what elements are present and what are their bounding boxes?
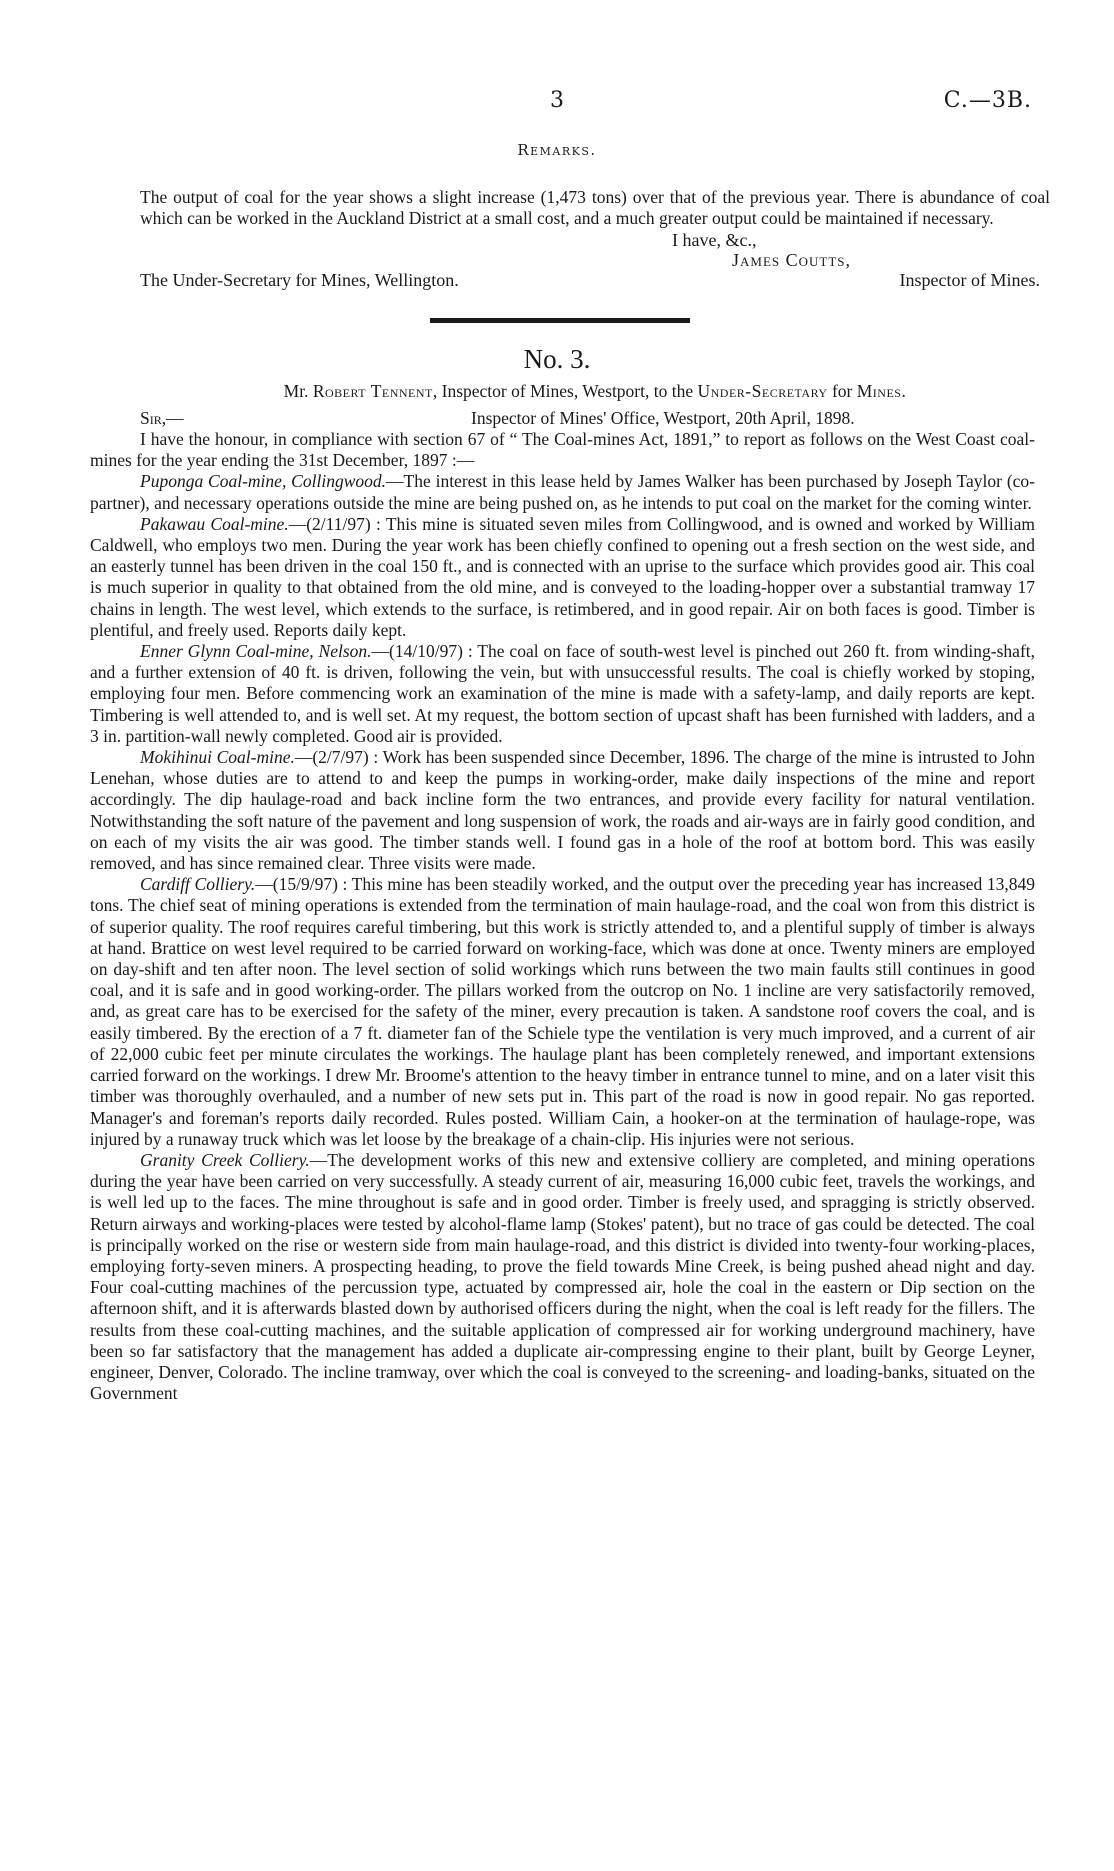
report-number: No. 3. bbox=[523, 344, 591, 374]
section-enner-glynn bbox=[90, 641, 1035, 747]
remarks-heading: Remarks. bbox=[517, 141, 597, 159]
salutation-line bbox=[140, 408, 1050, 429]
section-text: —The development works of this new and extensive colliery are completed, and mining operations during the year have been carried on very successfully. A steady current of air, measuring 16,000 cubic feet, travels the workings, and is well led up to the faces. The mine throughout is safe and in good order. Timber is freely used, and spragging is strictly observed. Return airways and working-places were tested by alcohol-flame lamp (Stokes' patent), but no trace of gas could be detected. The coal is principally worked on the rise or western side from main haulage-road, and this district is divided into twenty-four working-places, employing forty-seven miners. A prospecting heading, to prove the field towards Mine Creek, is being pushed ahead night and day. Four coal-cutting machines of the percussion type, actuated by compressed air, hole the coal in the eastern or Dip section on the afternoon shift, and it is afterwards blasted down by authorised officers during the night, when the coal is left ready for the fillers. The results from these coal-cutting machines, and the suitable application of compressed air for working underground machinery, have been so far satisfactory that the management has added a duplicate air-compressing engine to their plant, built by George Leyner, engineer, Denver, Colorado. The incline tramway, over which the coal is conveyed to the screening- and loading-banks, situated on the Government bbox=[90, 1149, 1035, 1404]
byline-mid: , Inspector of Mines, Westport, to the bbox=[432, 381, 698, 401]
byline-to: Under-Secretary bbox=[697, 381, 828, 401]
byline-for: for bbox=[827, 381, 857, 401]
section-title: Enner Glynn Coal-mine, Nelson. bbox=[140, 641, 372, 662]
byline-honorific: Mr. bbox=[283, 381, 309, 401]
section-cardiff bbox=[90, 874, 1035, 1150]
section-pakawau bbox=[90, 514, 1035, 641]
section-divider bbox=[430, 318, 690, 323]
section-title: Cardiff Colliery. bbox=[140, 874, 256, 895]
section-granity-creek bbox=[90, 1150, 1035, 1404]
section-text: —(2/11/97) : This mine is situated seven miles from Collingwood, and is owned and worked by William Caldwell, who employs two men. During the year work has been chiefly confined to opening out a fresh section on the west side, and an easterly tunnel has been driven in the coal 150 ft., and is connected with an uprise to the surface which provides good air. This coal is much superior in quality to that obtained from the old mine, and is conveyed to the loading-hopper over a substantial tramway 17 chains in length. The west level, which extends to the surface, is retimbered, and in good repair. Air on both faces is good. Timber is plentiful, and freely used. Reports daily kept. bbox=[90, 513, 1035, 640]
remarks-paragraph bbox=[140, 166, 1050, 230]
letter-closing bbox=[140, 230, 1050, 290]
remarks-text: The output of coal for the year shows a slight increase (1,473 tons) over that of the previous year. There is abundance of coal which can be worked in the Auckland District at a small cost, and a much greater output could be maintained if necessary. bbox=[140, 187, 1050, 229]
byline-from-name: Robert Tennent bbox=[312, 381, 433, 401]
report-byline bbox=[140, 381, 1050, 402]
page-number: 3 bbox=[550, 88, 564, 113]
section-mokihinui bbox=[90, 747, 1035, 874]
section-text: —(2/7/97) : Work has been suspended since December, 1896. The charge of the mine is intrusted to John Lenehan, whose duties are to attend to and keep the pumps in working-order, make daily inspections of the mine and report accordingly. The dip haulage-road and back incline form the two entrances, and provide every facility for natural ventilation. Notwithstanding the soft nature of the pavement and long suspension of work, the roads and air-ways are in fairly good condition, and on each of my visits the air was good. The timber stands well. I found gas in a hole of the roof at bottom bord. This was easily removed, and has since remained clear. Three visits were made. bbox=[90, 747, 1036, 874]
section-title: Pakawau Coal-mine. bbox=[140, 513, 289, 534]
section-text: —(15/9/97) : This mine has been steadily worked, and the output over the preceding year has increased 13,849 tons. The chief seat of mining operations is extended from the termination of main haulage-road, and the coal won from this district is of superior quality. The roof requires careful timbering, but this work is strictly attended to, and a plentiful supply of timber is always at hand. Brattice on west level required to be carried forward on working-face, which was done at once. Twenty miners are employed on day-shift and ten after noon. The level section of solid workings which runs between the two main faults still continues in good coal, and it is safe and in good working-order. The pillars worked from the outcrop on No. 1 incline are very satisfactorily removed, and, as great care has to be exercised for the safety of the miner, every precaution is taken. A sandstone roof covers the coal, and is easily timbered. By the erection of a 7 ft. diameter fan of the Schiele type the ventilation is very much improved, and a current of air of 22,000 cubic feet per minute circulates the workings. The haulage plant has been completely renewed, and important extensions carried forward on the workings. I drew Mr. Broome's attention to the heavy timber in entrance tunnel to mine, and on a later visit this timber was thoroughly overhauled, and a number of new sets put in. This part of the road is now in good repair. No gas reported. Manager's and foreman's reports daily recorded. Rules posted. William Cain, a hooker-on at the termination of haulage-rope, was injured by a runaway truck which was let loose by the breakage of a chain-clip. His injuries were not serious. bbox=[90, 874, 1035, 1149]
closing-have: I have, &c., bbox=[672, 230, 757, 250]
report-body bbox=[90, 429, 1035, 1404]
document-reference: C.—3B. bbox=[943, 88, 1032, 113]
section-text: —The interest in this lease held by James Walker has been purchased by Joseph Taylor (co-partner), and necessary operations outside the mine are being pushed on, as he intends to put coal on the market for the coming winter. bbox=[90, 471, 1036, 513]
office-date: Inspector of Mines' Office, Westport, 20th April, 1898. bbox=[471, 408, 855, 428]
section-title: Mokihinui Coal-mine. bbox=[140, 747, 295, 768]
closing-title: Inspector of Mines. bbox=[899, 270, 1040, 290]
section-title: Granity Creek Colliery. bbox=[140, 1149, 310, 1170]
intro-paragraph: I have the honour, in compliance with section 67 of “ The Coal-mines Act, 1891,” to report as follows on the West Coast coal-mines for the year ending the 31st December, 1897 :— bbox=[90, 429, 1035, 471]
salutation: Sir,— bbox=[140, 408, 184, 428]
closing-addressee: The Under-Secretary for Mines, Wellington. bbox=[140, 270, 459, 290]
section-text: —(14/10/97) : The coal on face of south-west level is pinched out 260 ft. from winding-shaft, and a further extension of 40 ft. is driven, following the vein, but with unsuccessful results. The coal is chiefly worked by stoping, employing four men. Before commencing work an examination of the mine is made with a safety-lamp, and daily reports are kept. Timbering is well attended to, and is well set. At my request, the bottom section of upcast shaft has been furnished with ladders, and a 3 in. partition-wall newly completed. Good air is provided. bbox=[90, 641, 1036, 746]
section-puponga bbox=[90, 471, 1035, 513]
byline-mines: Mines. bbox=[856, 381, 907, 401]
closing-signature: James Coutts, bbox=[732, 250, 852, 270]
section-title: Puponga Coal-mine, Collingwood. bbox=[140, 471, 386, 492]
